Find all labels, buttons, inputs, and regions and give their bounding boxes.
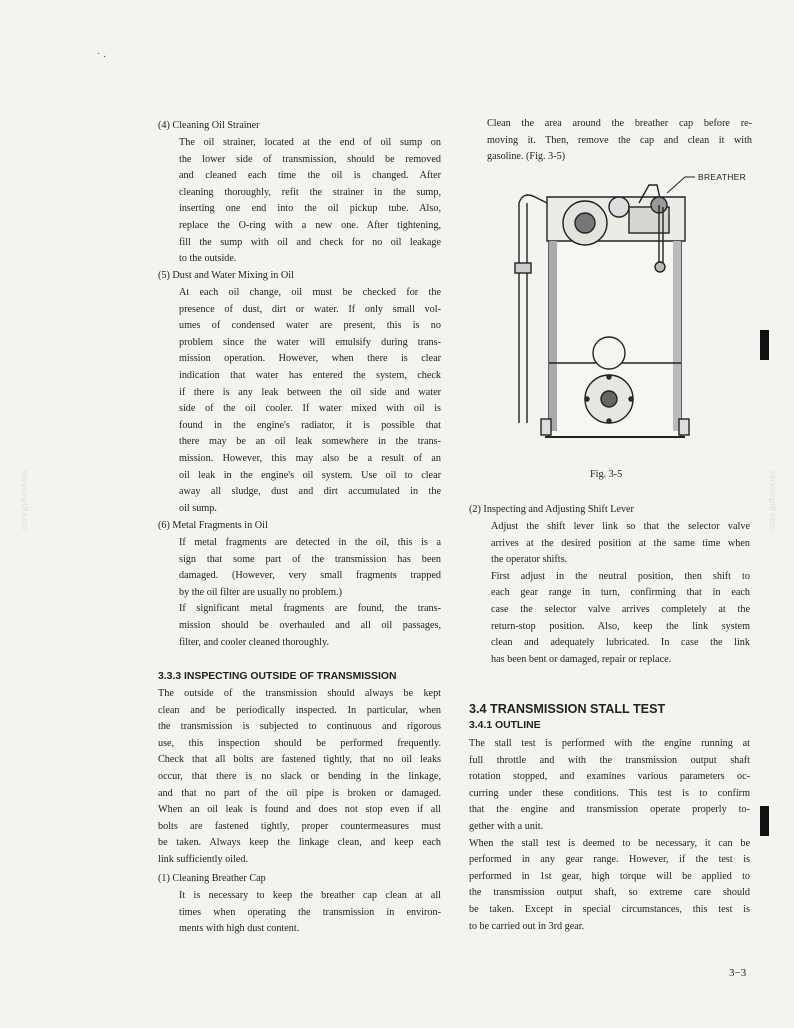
item-5-body (179, 285, 441, 517)
text-line: has been bent or damaged, repair or replace. (491, 653, 672, 665)
text-line: performed in 1st gear, high torque will be applied to (469, 870, 750, 882)
text-line: and cleaned each time the oil is changed. After (179, 170, 441, 182)
text-line: oil leak in the engine's oil system. Use oil to clear (179, 469, 441, 481)
text-line: oil sump. (179, 502, 217, 514)
item-4-body (179, 135, 441, 268)
text-line: gasoline. (Fig. 3-5) (487, 151, 566, 163)
text-line: umes of condensed water are present, this is no (179, 320, 441, 332)
text-line: The oil strainer, located at the end of oil sump on (179, 137, 441, 148)
transmission-breather-illustration (489, 163, 739, 463)
breather-intro (487, 116, 752, 166)
text-line: be taken. Except in special circumstances, this test is (469, 903, 750, 915)
text-line: The outside of the transmission should always be kept (158, 688, 441, 699)
text-line: fill the sump with oil and check for no oil leakage (179, 236, 441, 248)
item-1-body (179, 888, 441, 938)
item-2-heading: (2) Inspecting and Adjusting Shift Lever (469, 504, 634, 515)
section-3-3-3-body (158, 686, 441, 869)
figure-3-5-caption: Fig. 3-5 (590, 469, 623, 480)
text-line: performed in any gear range. However, if the test is (469, 854, 750, 866)
text-line: mission. However, this may also be a result of an (179, 452, 441, 464)
text-line: replace the O-ring with a new one. After tightening, (179, 219, 441, 231)
text-line: occur, that there is no slack or bending in the linkage, (158, 770, 441, 782)
text-line: First adjust in the neutral position, then shift to (491, 570, 750, 582)
section-3-4-1-heading: 3.4.1 OUTLINE (469, 720, 541, 731)
text-line: damaged. (However, very small fragments trapped (179, 570, 441, 582)
text-line: Clean the area around the breather cap before re- (487, 118, 752, 129)
text-line: the lower side of transmission, should be removed (179, 153, 441, 165)
section-3-4-1-body (469, 736, 750, 935)
text-line: mission should be overhauled and all oil passages, (179, 619, 441, 631)
item-4-heading: (4) Cleaning Oil Strainer (158, 120, 260, 131)
text-line: the operator shifts. (491, 554, 568, 566)
text-line: side of the oil cooler. If water mixed with oil is (179, 403, 441, 415)
section-3-3-3-heading: 3.3.3 INSPECTING OUTSIDE OF TRANSMISSION (158, 671, 397, 682)
text-line: curring under these conditions. This test is to confirm (469, 787, 750, 799)
text-line: link sufficiently oiled. (158, 853, 249, 865)
text-line: clean and adequately lubricated. In case the link (491, 637, 750, 649)
text-line: away all sludge, dust and dirt accumulated in the (179, 486, 441, 498)
text-line: that the engine and transmission operate properly to- (469, 804, 750, 816)
breather-callout-label: BREATHER (698, 172, 747, 182)
text-line: presence of dust, dirt or water. If only small vol- (179, 303, 441, 315)
text-line: indication that water has entered the system, check (179, 369, 441, 381)
text-line: to the outside. (179, 253, 237, 265)
text-line: gether with a unit. (469, 820, 544, 832)
section-tab-marker-upper (760, 330, 769, 360)
page-number: 3−3 (729, 967, 747, 979)
text-line: mission operation. However, when there is clear (179, 353, 441, 365)
text-line: When the stall test is deemed to be necessary, it can be (469, 837, 750, 849)
watermark-right: servicepdf.com (768, 470, 778, 531)
item-5-heading: (5) Dust and Water Mixing in Oil (158, 270, 294, 281)
text-line: there may be an oil leak somewhere in the trans- (179, 436, 441, 448)
figure-3-5 (489, 163, 747, 463)
text-line: the transmission is subjected to continuous and rigorous (158, 721, 441, 733)
text-line: be taken. Always keep the linkage clean, and keep each (158, 837, 441, 849)
text-line: ments with high dust content. (179, 923, 300, 935)
text-line: Check that all bolts are fastened tightly, that no oil leaks (158, 754, 441, 766)
text-line: times when operating the transmission in environ- (179, 906, 441, 918)
text-line: full throttle and with the transmission output shaft (469, 754, 750, 766)
text-line: clean and be periodically inspected. In particular, when (158, 704, 441, 716)
text-line: arrives at the desired position at the same time when (491, 537, 750, 549)
item-1-heading: (1) Cleaning Breather Cap (158, 873, 266, 884)
text-line: If significant metal fragments are found, the trans- (179, 603, 441, 615)
text-line: to be carried out in 3rd gear. (469, 920, 585, 932)
text-line: cleaning thoroughly, refit the strainer in the sump, (179, 186, 441, 198)
text-line: sign that some part of the transmission has been (179, 553, 441, 565)
text-line: found in the engine's radiator, it is possible that (179, 419, 441, 431)
text-line: problem since the water will emulsify during trans- (179, 336, 441, 348)
text-line: Adjust the shift lever link so that the selector valve (491, 521, 750, 532)
text-line: and that no part of the oil pipe is broken or damaged. (158, 787, 441, 799)
watermark-left: servicepdf.com (20, 470, 30, 531)
text-line: It is necessary to keep the breather cap clean at all (179, 890, 441, 901)
text-line: case the selector valve arrives completely at the (491, 603, 750, 615)
text-line: When an oil leak is found and does not stop even if all (158, 804, 441, 816)
text-line: if there is any leak between the oil side and water (179, 386, 441, 398)
text-line: If metal fragments are detected in the oil, this is a (179, 537, 441, 548)
text-line: the transmission output shaft, so extreme care should (469, 887, 750, 899)
item-6-heading: (6) Metal Fragments in Oil (158, 520, 268, 531)
item-2-body (491, 519, 750, 668)
item-6-body (179, 535, 441, 651)
text-line: rotation stopped, and examines various parameters oc- (469, 771, 750, 783)
text-line: bolts are fastened tightly, proper countermeasures must (158, 820, 441, 832)
section-tab-marker-lower (760, 806, 769, 836)
text-line: moving it. Then, remove the cap and clean it with (487, 134, 752, 146)
text-line: each gear range in turn, confirming that in each (491, 587, 750, 599)
corner-mark: ˙ · (97, 52, 107, 63)
text-line: At each oil change, oil must be checked for the (179, 287, 441, 298)
section-3-4-heading: 3.4 TRANSMISSION STALL TEST (469, 702, 666, 716)
text-line: by the oil filter are usually no problem.) (179, 586, 342, 598)
text-line: use, this inspection should be performed frequently. (158, 737, 441, 749)
text-line: return-stop position. Also, keep the link system (491, 620, 750, 632)
text-line: The stall test is performed with the engine running at (469, 738, 750, 749)
text-line: inserting one end into the oil pickup tube. Also, (179, 203, 441, 215)
text-line: filter, and cooler cleaned thoroughly. (179, 636, 329, 648)
